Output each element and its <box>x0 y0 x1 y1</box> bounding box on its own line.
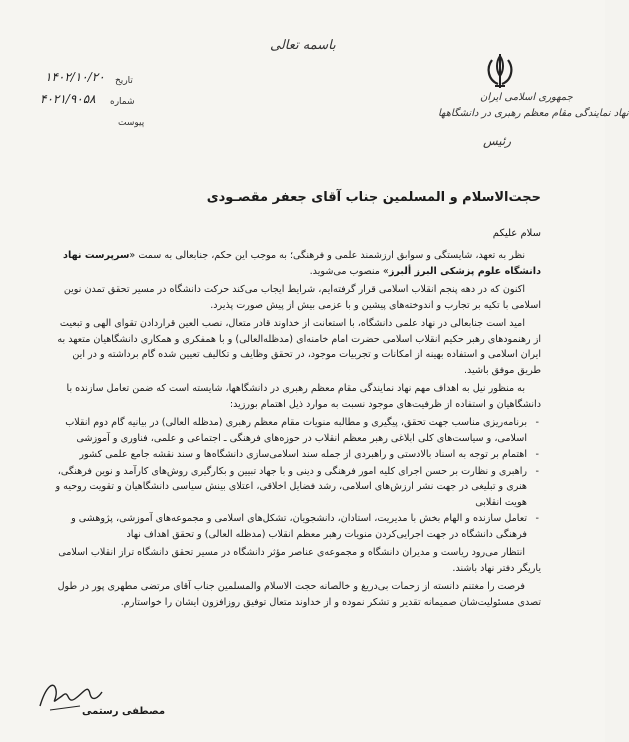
list-item: - راهبری و نظارت بر حسن اجرای کلیه امور فرهنگی و دینی و با جهاد تبیین و بکارگیری روش‌های کارآمد و نوین فرهنگی، هنری و تبلیغی در جهت نشر ارزش‌های اسلامی، رشد فضایل اخلاقی، اعتلای بینش سیاسی دانشگاهیان و تقویت روحیه و هویت انقلابی <box>54 464 527 511</box>
bismillah-heading: باسمه تعالی <box>270 38 336 53</box>
number-label: شماره <box>110 97 135 107</box>
paragraph-hope: امید است جنابعالی در نهاد علمی دانشگاه، با استعانت از خداوند قادر متعال، نصب العین قراردادن تقوای الهی و تبعیت از رهنمودهای رهبر حکیم انقلاب اسلامی حضرت امام خامنه‌ای (مدظله‌العالی) و با همفکری و همکاری دانشگاهیان متعهد به ایران اسلامی و استفاده بهینه از امکانات و تجربیات موجود، در تحقق وظایف و تکالیف تعیین شده گام برداشته و در این طریق موفق باشید. <box>57 318 541 376</box>
paragraph-context: اکنون که در دهه پنجم انقلاب اسلامی قرار گرفته‌ایم، شرایط ایجاب می‌کند حرکت دانشگاه در مسیر تحقق تمدن نوین اسلامی با تکیه بر تجارب و اندوخته‌های پیشین و با عزمی بیش از پیش صورت پذیرد. <box>63 284 541 311</box>
paragraph-objectives: به منظور نیل به اهداف مهم نهاد نمایندگی مقام معظم رهبری در دانشگاهها، شایسته است که ضمن تعامل سازنده با دانشگاهیان و استفاده از ظرفیت‌های موجود نسبت به موارد ذیل اهتمام بورزید: <box>66 383 541 410</box>
attachment-label: پیوست <box>118 118 145 128</box>
addressee: حجت‌الاسلام و المسلمین جناب آقای جعفر مقصـودی <box>206 190 541 205</box>
org-line-institution: نهاد نمایندگی مقام معظم رهبری در دانشگاهها <box>438 108 629 119</box>
paragraph-expectation: انتظار می‌رود ریاست و مدیران دانشگاه و مجموعه‌ی عناصر مؤثر دانشگاه در مسیر تحقق دانشگاه تراز انقلاب اسلامی یاریگر دفتر نهاد باشند. <box>58 547 541 574</box>
appointment-position: سرپرست نهاد دانشگاه علوم پزشکی البرز ألبرز <box>63 250 541 277</box>
signer-name: مصطفی رستمی <box>82 706 166 717</box>
letter-body <box>54 248 541 613</box>
org-line-country: جمهوری اسلامی ایران <box>480 92 573 103</box>
list-item: - اهتمام بر توجه به اسناد بالادستی و راهبردی از جمله سند اسلامی‌سازی دانشگاه‌ها و سند نقشه جامع علمی کشور <box>54 447 527 463</box>
appointment-text-start: نظر به تعهد، شایستگی و سوابق ارزشمند علمی و فرهنگی؛ به موجب این حکم، جنابعالی به سمت « <box>129 250 525 261</box>
date-value: ۱۴۰۲/۱۰/۲۰ <box>45 70 105 84</box>
paragraph-gratitude: فرصت را مغتنم دانسته از زحمات بی‌دریغ و خالصانه حجت الاسلام والمسلمین جناب آقای مرتضی مطهری پور در طول تصدی مسئولیت‌شان صمیمانه تقدیر و تشکر نموده و از خداوند متعال توفیق روزافزون ایشان را خواستارم. <box>57 581 541 608</box>
salutation: سلام علیکم <box>492 228 541 239</box>
org-line-title: رئیس <box>483 134 512 148</box>
iran-emblem-icon <box>482 52 518 92</box>
appointment-text-end: » منصوب می‌شوید. <box>309 265 389 277</box>
list-item: - تعامل سازنده و الهام بخش با مدیریت، استادان، دانشجویان، تشکل‌های اسلامی و مجموعه‌های آموزشی، پژوهشی و فرهنگی دانشگاه در جهت اجرایی‌کردن منویات رهبر معظم انقلاب (مدظله العالی) و تحقق اهداف نهاد <box>54 511 527 542</box>
date-label: تاریخ <box>115 76 133 86</box>
paragraph-appointment <box>54 248 541 279</box>
number-value: ۴۰۲۱/۹۰۵۸ <box>40 92 96 106</box>
objectives-list <box>54 415 541 542</box>
list-item: - برنامه‌ریزی مناسب جهت تحقق، پیگیری و مطالبه منویات مقام معظم رهبری (مدظله العالی) در بیانیه گام دوم انقلاب اسلامی، و سیاست‌های کلی ابلاغی رهبر معظم انقلاب در حوزه‌های فرهنگی ـ اجتماعی و علمی، فناوری و آموزشی <box>54 415 527 446</box>
